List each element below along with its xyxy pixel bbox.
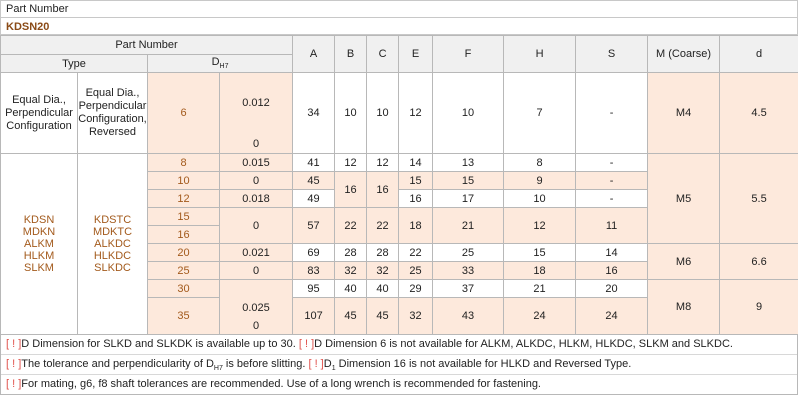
cell-F: 15 [433, 172, 504, 190]
thread-m6: M6 [648, 244, 720, 280]
type-equal-perp-rev: Equal Dia., Perpendicular Configuration, Reversed [78, 73, 148, 154]
cell-S: 20 [576, 280, 648, 298]
header-M: M (Coarse) [648, 36, 720, 73]
cell-H: 24 [504, 298, 576, 335]
header-S: S [576, 36, 648, 73]
note-2: [ ! ]The tolerance and perpendicularity of $D_{H7}$ is before slitting. [ ! ]$D_1$ Dimension 16 is not available for HLKD and Reversed Type. [1, 354, 797, 374]
cell-B: 12 [335, 154, 367, 172]
cell-H: 7 [504, 73, 576, 154]
cell-E: 12 [399, 73, 433, 154]
cell-A: 45 [293, 172, 335, 190]
cell-B: 10 [335, 73, 367, 154]
warning-flag-icon: [ ! ] [308, 358, 324, 370]
size-35: 35 [148, 298, 220, 335]
size-8: 8 [148, 154, 220, 172]
header-A: A [293, 36, 335, 73]
cell-A: 34 [293, 73, 335, 154]
cell-F: 25 [433, 244, 504, 262]
cell-C: 22 [367, 208, 399, 244]
warning-flag-icon: [ ! ] [6, 358, 22, 370]
header-d: d [720, 36, 798, 73]
warning-flag-icon: [ ! ] [6, 378, 22, 390]
type-list-1: KDSN MDKN ALKM HLKM SLKM [1, 154, 78, 335]
cell-S: 16 [576, 262, 648, 280]
cell-A: 107 [293, 298, 335, 335]
cell-F: 17 [433, 190, 504, 208]
tolerance-20-bottom: 0 [220, 262, 293, 280]
cell-F: 10 [433, 73, 504, 154]
tolerance-12-bottom: 0 [220, 208, 293, 244]
size-30: 30 [148, 280, 220, 298]
cell-F: 37 [433, 280, 504, 298]
notes-section [0, 335, 798, 395]
cell-S: - [576, 154, 648, 172]
cell-A: 83 [293, 262, 335, 280]
cell-E: 18 [399, 208, 433, 244]
d-value-2: 5.5 [720, 154, 798, 244]
header-F: F [433, 36, 504, 73]
cell-C: 45 [367, 298, 399, 335]
tolerance-12-top: 0.018 [220, 190, 293, 208]
d-value-4: 9 [720, 280, 798, 335]
cell-C: 12 [367, 154, 399, 172]
cell-F: 21 [433, 208, 504, 244]
cell-S: - [576, 73, 648, 154]
cell-S: - [576, 190, 648, 208]
part-number-value: KDSN20 [0, 17, 798, 35]
cell-E: 22 [399, 244, 433, 262]
size-12: 12 [148, 190, 220, 208]
header-C: C [367, 36, 399, 73]
header-H: H [504, 36, 576, 73]
cell-E: 14 [399, 154, 433, 172]
cell-H: 9 [504, 172, 576, 190]
cell-E: 29 [399, 280, 433, 298]
d-value-1: 4.5 [720, 73, 798, 154]
cell-A: 95 [293, 280, 335, 298]
cell-H: 21 [504, 280, 576, 298]
d-value-3: 6.6 [720, 244, 798, 280]
cell-A: 49 [293, 190, 335, 208]
cell-E: 25 [399, 262, 433, 280]
thread-m5: M5 [648, 154, 720, 244]
warning-flag-icon: [ ! ] [6, 338, 22, 350]
cell-S: - [576, 172, 648, 190]
size-10: 10 [148, 172, 220, 190]
cell-S: 11 [576, 208, 648, 244]
note-3: [ ! ]For mating, g6, f8 shaft tolerances are recommended. Use of a long wrench is recommended for fastening. [1, 374, 797, 394]
tolerance-6: 0.012 0 [220, 73, 293, 154]
tolerance-35: 0.025 0 [220, 280, 293, 335]
cell-C: 28 [367, 244, 399, 262]
tolerance-20-top: 0.021 [220, 244, 293, 262]
header-B: B [335, 36, 367, 73]
warning-flag-icon: [ ! ] [298, 338, 315, 350]
cell-A: 69 [293, 244, 335, 262]
header-type: Type [1, 55, 148, 73]
part-number-label: Part Number [0, 0, 798, 17]
header-part-number: Part Number [1, 36, 293, 55]
cell-A: 41 [293, 154, 335, 172]
cell-H: 8 [504, 154, 576, 172]
thread-m8: M8 [648, 280, 720, 335]
tolerance-8-top: 0.015 [220, 154, 293, 172]
cell-F: 33 [433, 262, 504, 280]
note-1: [ ! ]D Dimension for SLKD and SLKDK is available up to 30. [ ! ]D Dimension 6 is not available for ALKM, ALKDC, HLKM, HLKDC, SLKM and SLKDC. [6, 338, 733, 350]
cell-B: 40 [335, 280, 367, 298]
cell-B: 16 [335, 172, 367, 208]
tolerance-8-bottom: 0 [220, 172, 293, 190]
cell-A: 57 [293, 208, 335, 244]
header-dh7: $D_{H7}$ [148, 55, 293, 73]
cell-H: 18 [504, 262, 576, 280]
cell-H: 12 [504, 208, 576, 244]
cell-S: 24 [576, 298, 648, 335]
cell-H: 15 [504, 244, 576, 262]
type-equal-perp: Equal Dia., Perpendicular Configuration [1, 73, 78, 154]
type-list-2: KDSTC MDKTC ALKDC HLKDC SLKDC [78, 154, 148, 335]
cell-C: 40 [367, 280, 399, 298]
cell-E: 32 [399, 298, 433, 335]
cell-S: 14 [576, 244, 648, 262]
size-16: 16 [148, 226, 220, 244]
cell-E: 16 [399, 190, 433, 208]
cell-B: 28 [335, 244, 367, 262]
cell-C: 16 [367, 172, 399, 208]
cell-B: 45 [335, 298, 367, 335]
thread-m4: M4 [648, 73, 720, 154]
header-E: E [399, 36, 433, 73]
size-6: 6 [148, 73, 220, 154]
size-25: 25 [148, 262, 220, 280]
cell-F: 13 [433, 154, 504, 172]
cell-E: 15 [399, 172, 433, 190]
cell-H: 10 [504, 190, 576, 208]
cell-C: 10 [367, 73, 399, 154]
cell-C: 32 [367, 262, 399, 280]
spec-table [0, 35, 798, 335]
cell-B: 32 [335, 262, 367, 280]
size-20: 20 [148, 244, 220, 262]
size-15: 15 [148, 208, 220, 226]
cell-F: 43 [433, 298, 504, 335]
cell-B: 22 [335, 208, 367, 244]
